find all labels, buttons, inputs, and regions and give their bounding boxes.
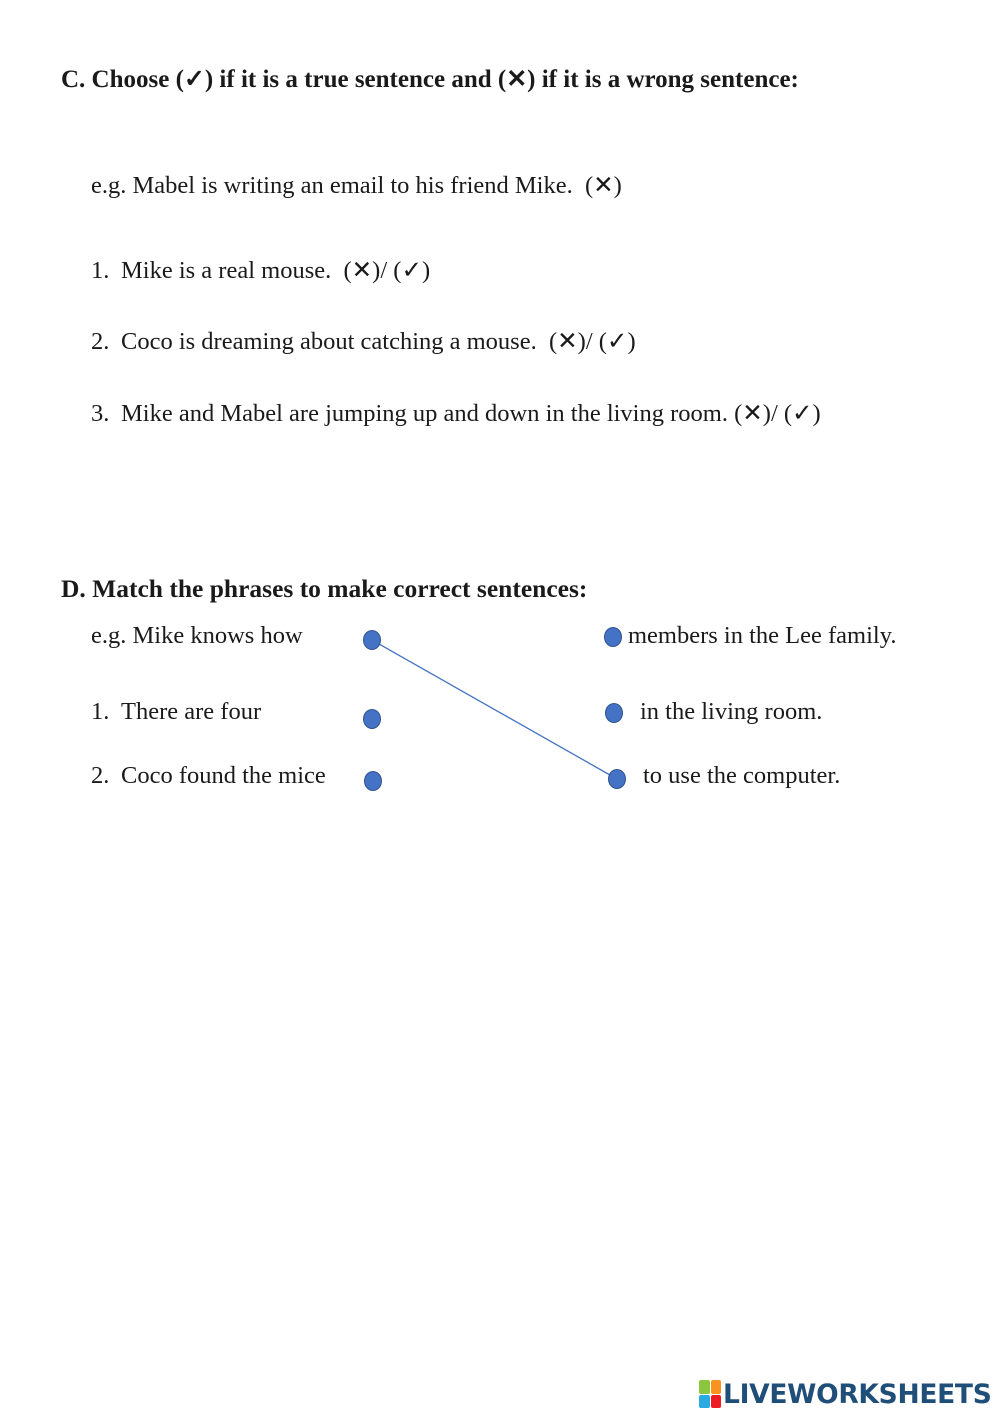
choice-separator: / bbox=[380, 257, 388, 284]
item-text: Mike and Mabel are jumping up and down in the living room. bbox=[121, 400, 728, 427]
right-match-dot-1[interactable] bbox=[604, 627, 622, 647]
item-number: 2. bbox=[91, 328, 110, 355]
example-mark: (✕) bbox=[584, 172, 622, 199]
liveworksheets-logo[interactable] bbox=[699, 1378, 992, 1410]
left-match-dot-example[interactable] bbox=[363, 630, 381, 650]
right-phrase-2: in the living room. bbox=[640, 698, 823, 725]
right-phrase-1: members in the Lee family. bbox=[628, 622, 897, 649]
example-sentence bbox=[91, 170, 622, 200]
item-number: 1. bbox=[91, 698, 110, 725]
item-number: 3. bbox=[91, 400, 110, 427]
true-choice[interactable]: (✓) bbox=[393, 257, 431, 284]
list-item bbox=[91, 326, 636, 356]
left-phrase-1 bbox=[91, 698, 261, 726]
list-item bbox=[91, 398, 821, 428]
right-phrase-3: to use the computer. bbox=[643, 762, 841, 789]
wrong-choice[interactable]: (✕) bbox=[734, 400, 771, 427]
left-match-dot-2[interactable] bbox=[364, 771, 382, 791]
choice-separator: / bbox=[770, 400, 778, 427]
section-d-heading: D. Match the phrases to make correct sentences: bbox=[61, 574, 588, 603]
item-text: Coco is dreaming about catching a mouse. bbox=[121, 328, 537, 355]
true-choice[interactable]: (✓) bbox=[598, 328, 636, 355]
item-text: There are four bbox=[121, 698, 262, 725]
item-text: Coco found the mice bbox=[121, 762, 326, 789]
item-number: 1. bbox=[91, 257, 110, 284]
wrong-choice[interactable]: (✕) bbox=[548, 328, 586, 355]
wrong-choice[interactable]: (✕) bbox=[343, 257, 381, 284]
list-item bbox=[91, 255, 430, 285]
left-phrase-example: e.g. Mike knows how bbox=[91, 622, 303, 649]
right-match-dot-3[interactable] bbox=[608, 769, 626, 789]
section-c-heading: C. Choose (✓) if it is a true sentence and (✕) if it is a wrong sentence: bbox=[61, 66, 799, 93]
right-match-dot-2[interactable] bbox=[605, 703, 623, 723]
left-phrase-2 bbox=[91, 762, 326, 790]
logo-icon bbox=[699, 1380, 721, 1408]
item-number: 2. bbox=[91, 762, 110, 789]
example-match-line bbox=[372, 640, 617, 779]
left-match-dot-1[interactable] bbox=[363, 709, 381, 729]
true-choice[interactable]: (✓) bbox=[783, 400, 821, 427]
item-text: Mike is a real mouse. bbox=[121, 257, 332, 284]
choice-separator: / bbox=[585, 328, 593, 355]
example-text: e.g. Mabel is writing an email to his friend Mike. bbox=[91, 172, 573, 199]
brand-name: LIVEWORKSHEETS bbox=[723, 1378, 992, 1410]
